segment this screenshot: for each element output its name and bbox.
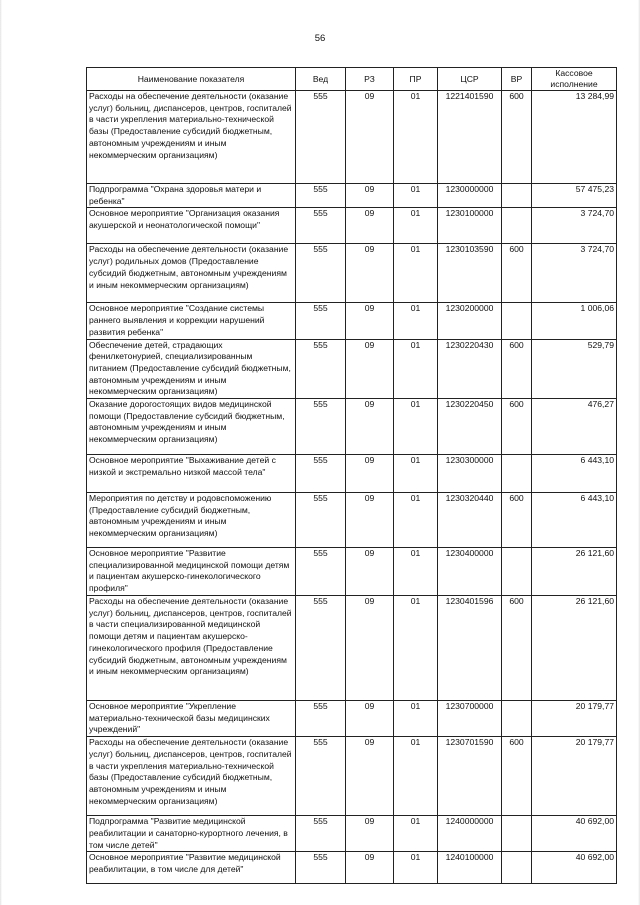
row-rz: 09	[346, 208, 394, 244]
row-ved: 555	[296, 399, 346, 455]
row-name: Расходы на обеспечение деятельности (оказание услуг) больниц, диспансеров, центров, госпиталей в части укрепления материально-технической базы (Предоставление субсидий бюджетным, автономным учреждениям и иным некоммерческим организациям)	[87, 91, 296, 184]
row-pr: 01	[394, 548, 438, 596]
row-ved: 555	[296, 596, 346, 701]
row-vr	[502, 701, 532, 737]
row-pr: 01	[394, 244, 438, 303]
row-pr: 01	[394, 208, 438, 244]
row-name: Основное мероприятие "Развитие специализированной медицинской помощи детям и пациентам акушерско-гинекологического профиля"	[87, 548, 296, 596]
row-name: Расходы на обеспечение деятельности (оказание услуг) больниц, диспансеров, центров, госпиталей в части укрепления материально-технической базы (Предоставление субсидий бюджетным, автономным учреждениям и иным некоммерческим организациям)	[87, 737, 296, 816]
row-pr: 01	[394, 91, 438, 184]
row-csr: 1230401596	[438, 596, 502, 701]
row-csr: 1240000000	[438, 816, 502, 852]
row-ved: 555	[296, 91, 346, 184]
table-row	[87, 596, 617, 701]
row-vr	[502, 455, 532, 493]
row-vr: 600	[502, 596, 532, 701]
row-vr: 600	[502, 399, 532, 455]
table-row	[87, 737, 617, 816]
row-vr	[502, 548, 532, 596]
row-ved: 555	[296, 548, 346, 596]
header-name: Наименование показателя	[87, 68, 296, 91]
row-name: Расходы на обеспечение деятельности (оказание услуг) родильных домов (Предоставление субсидий бюджетным, автономным учреждениям и иным некоммерческим организациям)	[87, 244, 296, 303]
row-vr: 600	[502, 91, 532, 184]
row-vr	[502, 303, 532, 339]
table-header-row	[87, 68, 617, 91]
row-amount: 476,27	[532, 399, 617, 455]
row-amount: 3 724,70	[532, 208, 617, 244]
row-name: Подпрограмма "Развитие медицинской реабилитации и санаторно-курортного лечения, в том числе детей"	[87, 816, 296, 852]
header-pr: ПР	[394, 68, 438, 91]
table-row	[87, 701, 617, 737]
table-row	[87, 208, 617, 244]
row-rz: 09	[346, 701, 394, 737]
row-csr: 1230103590	[438, 244, 502, 303]
row-ved: 555	[296, 339, 346, 399]
row-vr	[502, 208, 532, 244]
row-pr: 01	[394, 399, 438, 455]
row-amount: 20 179,77	[532, 737, 617, 816]
row-rz: 09	[346, 852, 394, 884]
table-row	[87, 244, 617, 303]
row-csr: 1230100000	[438, 208, 502, 244]
header-amount: Кассовое исполнение	[532, 68, 617, 91]
row-csr: 1230200000	[438, 303, 502, 339]
header-vr: ВР	[502, 68, 532, 91]
row-amount: 26 121,60	[532, 548, 617, 596]
row-ved: 555	[296, 737, 346, 816]
row-pr: 01	[394, 816, 438, 852]
row-ved: 555	[296, 852, 346, 884]
row-rz: 09	[346, 816, 394, 852]
row-rz: 09	[346, 455, 394, 493]
row-name: Основное мероприятие "Выхаживание детей с низкой и экстремально низкой массой тела"	[87, 455, 296, 493]
row-pr: 01	[394, 701, 438, 737]
row-rz: 09	[346, 493, 394, 548]
table-row	[87, 852, 617, 884]
budget-table	[86, 67, 617, 884]
row-ved: 555	[296, 208, 346, 244]
row-ved: 555	[296, 701, 346, 737]
row-amount: 529,79	[532, 339, 617, 399]
row-amount: 40 692,00	[532, 816, 617, 852]
row-csr: 1230400000	[438, 548, 502, 596]
row-pr: 01	[394, 493, 438, 548]
row-rz: 09	[346, 399, 394, 455]
row-vr: 600	[502, 339, 532, 399]
row-vr	[502, 184, 532, 208]
table-row	[87, 455, 617, 493]
row-amount: 13 284,99	[532, 91, 617, 184]
row-pr: 01	[394, 303, 438, 339]
row-name: Обеспечение детей, страдающих фенилкетонурией, специализированным питанием (Предоставление субсидий бюджетным, автономным учреждениям и иным некоммерческим организациям)	[87, 339, 296, 399]
row-csr: 1221401590	[438, 91, 502, 184]
row-pr: 01	[394, 852, 438, 884]
row-amount: 3 724,70	[532, 244, 617, 303]
row-csr: 1240100000	[438, 852, 502, 884]
table-row	[87, 399, 617, 455]
row-pr: 01	[394, 184, 438, 208]
row-csr: 1230220430	[438, 339, 502, 399]
row-ved: 555	[296, 303, 346, 339]
row-csr: 1230701590	[438, 737, 502, 816]
row-name: Оказание дорогостоящих видов медицинской помощи (Предоставление субсидий бюджетным, автономным учреждениям и иным некоммерческим организациям)	[87, 399, 296, 455]
row-amount: 6 443,10	[532, 493, 617, 548]
row-ved: 555	[296, 184, 346, 208]
header-rz: РЗ	[346, 68, 394, 91]
table-row	[87, 816, 617, 852]
row-vr	[502, 816, 532, 852]
row-rz: 09	[346, 244, 394, 303]
row-rz: 09	[346, 737, 394, 816]
row-ved: 555	[296, 816, 346, 852]
row-rz: 09	[346, 91, 394, 184]
row-amount: 40 692,00	[532, 852, 617, 884]
row-vr: 600	[502, 493, 532, 548]
row-ved: 555	[296, 493, 346, 548]
row-pr: 01	[394, 737, 438, 816]
row-ved: 555	[296, 455, 346, 493]
row-name: Расходы на обеспечение деятельности (оказание услуг) больниц, диспансеров, центров, госпиталей в части специализированной медицинской помощи детям и пациентам акушерско-гинекологического профиля (Предоставление субсидий бюджетным, автономным учреждениям и иным некоммерческим организациям)	[87, 596, 296, 701]
row-rz: 09	[346, 303, 394, 339]
row-amount: 26 121,60	[532, 596, 617, 701]
table-row	[87, 91, 617, 184]
row-name: Основное мероприятие "Развитие медицинской реабилитации, в том числе для детей"	[87, 852, 296, 884]
row-vr: 600	[502, 737, 532, 816]
row-rz: 09	[346, 184, 394, 208]
row-name: Подпрограмма "Охрана здоровья матери и ребенка"	[87, 184, 296, 208]
row-vr	[502, 852, 532, 884]
table-row	[87, 184, 617, 208]
row-pr: 01	[394, 339, 438, 399]
row-vr: 600	[502, 244, 532, 303]
row-rz: 09	[346, 339, 394, 399]
row-rz: 09	[346, 548, 394, 596]
row-amount: 6 443,10	[532, 455, 617, 493]
row-amount: 1 006,06	[532, 303, 617, 339]
table-row	[87, 303, 617, 339]
row-pr: 01	[394, 596, 438, 701]
row-amount: 57 475,23	[532, 184, 617, 208]
row-ved: 555	[296, 244, 346, 303]
row-name: Основное мероприятие "Организация оказания акушерской и неонатологической помощи"	[87, 208, 296, 244]
row-csr: 1230220450	[438, 399, 502, 455]
row-amount: 20 179,77	[532, 701, 617, 737]
scan-edge-left	[0, 0, 2, 905]
header-ved: Вед	[296, 68, 346, 91]
row-name: Основное мероприятие "Укрепление материально-технической базы медицинских учреждений"	[87, 701, 296, 737]
row-csr: 1230320440	[438, 493, 502, 548]
row-csr: 1230300000	[438, 455, 502, 493]
row-csr: 1230700000	[438, 701, 502, 737]
row-csr: 1230000000	[438, 184, 502, 208]
row-name: Мероприятия по детству и родовспоможению (Предоставление субсидий бюджетным, автономным учреждениям и иным некоммерческим организациям)	[87, 493, 296, 548]
table-row	[87, 493, 617, 548]
row-rz: 09	[346, 596, 394, 701]
table-row	[87, 339, 617, 399]
row-name: Основное мероприятие "Создание системы раннего выявления и коррекции нарушений развития ребенка"	[87, 303, 296, 339]
table-row	[87, 548, 617, 596]
header-csr: ЦСР	[438, 68, 502, 91]
page-number: 56	[314, 33, 326, 44]
row-pr: 01	[394, 455, 438, 493]
